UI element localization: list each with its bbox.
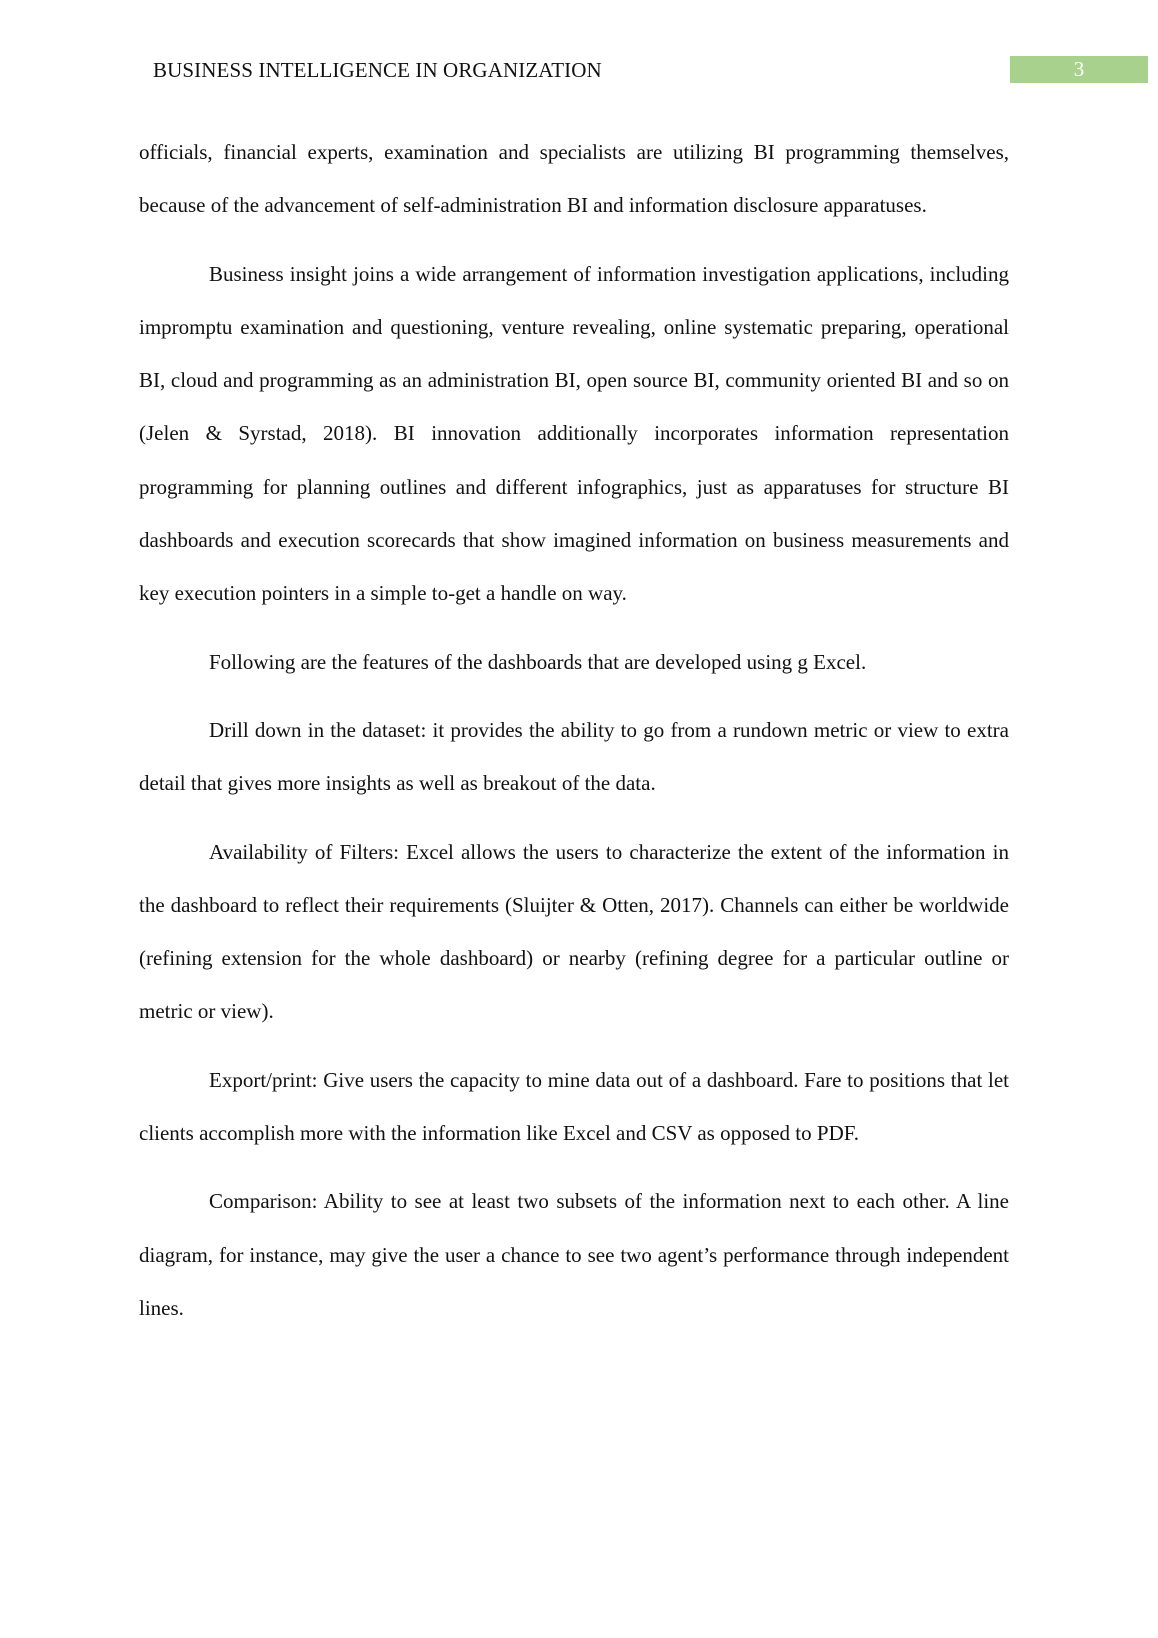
page-number-badge: 3	[1010, 56, 1148, 83]
paragraph-features-intro: Following are the features of the dashboards that are developed using g Excel.	[209, 649, 867, 674]
paragraph-filters: Availability of Filters: Excel allows the users to characterize the extent of the information in the dashboard to reflect their requirements (Sluijter & Otten, 2017). Channels can either be worldwide (refining extension for the whole dashboard) or nearby (refining degree for a particular outline or metric or view).	[139, 839, 1009, 1024]
paragraph-drill-down: Drill down in the dataset: it provides the ability to go from a rundown metric or view to extra detail that gives more insights as well as breakout of the data.	[139, 717, 1009, 796]
paragraph-export-print: Export/print: Give users the capacity to mine data out of a dashboard. Fare to positions that let clients accomplish more with the information like Excel and CSV as opposed to PDF.	[139, 1067, 1009, 1146]
document-body	[139, 126, 1009, 1335]
running-header-title: BUSINESS INTELLIGENCE IN ORGANIZATION	[153, 58, 602, 82]
paragraph-business-insight: Business insight joins a wide arrangement of information investigation applications, including impromptu examination and questioning, venture revealing, online systematic preparing, operational BI, cloud and programming as an administration BI, open source BI, community oriented BI and so on (Jelen & Syrstad, 2018). BI innovation additionally incorporates information representation programming for planning outlines and different infographics, just as apparatuses for structure BI dashboards and execution scorecards that show imagined information on business measurements and key execution pointers in a simple to-get a handle on way.	[139, 261, 1009, 606]
paragraph-comparison: Comparison: Ability to see at least two subsets of the information next to each other. A line diagram, for instance, may give the user a chance to see two agent’s performance through independent lines.	[139, 1189, 1009, 1320]
paragraph-continuation: officials, financial experts, examination and specialists are utilizing BI programming themselves, because of the advancement of self-administration BI and information disclosure apparatuses.	[139, 140, 1009, 218]
